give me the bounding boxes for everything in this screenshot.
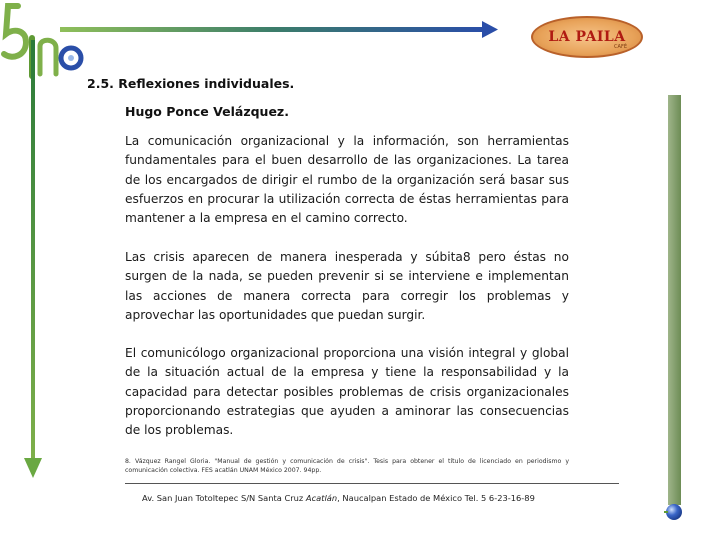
footnote: 8. Vázquez Rangel Gloria. "Manual de gestión y comunicación de crisis". Tesis para obtener el título de licenciado en periodismo y comunicación colectiva. FES acatlán UNAM México 2007. 94pp. [125,458,569,474]
footer-address [142,493,602,503]
right-accent-bar [668,95,681,505]
address-prefix: Av. San Juan Totoltepec S/N Santa Cruz [142,493,306,503]
author-name: Hugo Ponce Velázquez. [125,104,289,119]
brand-logo-subtext: CAFÉ [614,44,627,50]
top-arrow-icon [60,18,500,42]
paragraph-1: La comunicación organizacional y la información, son herramientas fundamentales para el buen desarrollo de las organizaciones. La tarea de los encargados de dirigir el rumbo de la organización será basar sus esfuerzos en procurar la utilización correcta de éstas herramientas para mantener a la empresa en el camino correcto. [125,134,569,226]
la-paila-logo [525,12,649,62]
section-title: 2.5. Reflexiones individuales. [87,76,295,91]
address-italic: Acatlán [305,493,338,503]
footer-divider [125,483,619,484]
blue-ball-icon [664,502,684,522]
brand-oval [531,16,643,58]
paragraph-2: Las crisis aparecen de manera inesperada y súbita8 pero éstas no surgen de la nada, se pueden prevenir si se interviene e implementan las acciones de manera correcta para corregir los problemas y aprovechar las oportunidades que puedan surgir. [125,250,569,322]
address-suffix: , Naucalpan Estado de México Tel. 5 6-23-16-89 [337,493,535,503]
brand-logo-text: LA PAILA [548,29,626,45]
left-arrow-icon [20,40,46,480]
paragraph-3: El comunicólogo organizacional proporciona una visión integral y global de la situación actual de la empresa y tiene la responsabilidad y la capacidad para detectar posibles problemas de crisis organizacionales proporcionando estrategias que ayuden a aminorar las consecuencias de los problemas. [125,346,569,438]
